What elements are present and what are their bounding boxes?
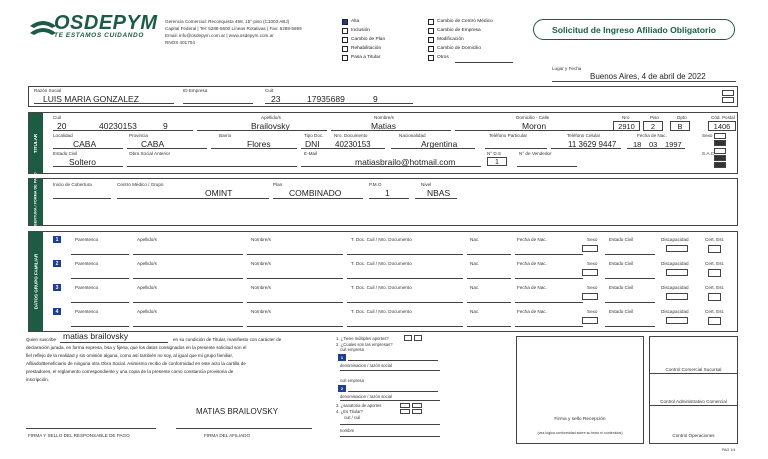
cuil-number[interactable]: 40230153	[99, 121, 137, 131]
familia-field[interactable]	[347, 278, 463, 279]
brand-tagline: TE ESTAMOS CUIDANDO	[54, 32, 145, 39]
familia-row	[45, 308, 735, 330]
discapacidad-checkbox[interactable]	[666, 269, 688, 276]
cobertura-side-label: COBERTURA / FORMA DE PAGO	[29, 179, 43, 225]
piso-value[interactable]: 2	[643, 121, 663, 131]
sac-box-b[interactable]	[714, 155, 726, 161]
sac-label: S.A.C	[702, 151, 714, 156]
header-phones: Capital Federal | Tel: 5288-5600 Líneas Rotativas | Fax: 5288-5699	[165, 26, 302, 31]
fnac-month[interactable]: 03	[649, 140, 658, 149]
option-label: Cambio de Plan	[351, 37, 386, 42]
cert-est-label: Cert. Est.	[705, 261, 725, 266]
familia-field[interactable]	[515, 254, 583, 255]
familia-field[interactable]	[605, 302, 655, 303]
option-label: Pasa a Titular	[351, 55, 381, 60]
declaracion-line5: prestadores, el reglamento correspondiente y una copia de la presente como constancia provisoria de	[26, 369, 234, 374]
familia-row	[45, 260, 735, 282]
localidad-value[interactable]: CABA	[73, 139, 97, 149]
familia-field[interactable]	[467, 278, 511, 279]
sac-box-c[interactable]	[714, 162, 726, 168]
provincia-label: Provincia	[129, 133, 148, 138]
aportes-nombre: nombre	[340, 428, 355, 433]
apellido-label: Apellido/s	[137, 237, 157, 242]
nombre-label: Nombre/s	[374, 115, 394, 120]
control-comercial-sucursal: Control Comercial Sucursal	[665, 367, 722, 372]
parentesco-label: Parentesco	[75, 237, 99, 242]
request-type-options-2	[428, 17, 493, 62]
cuit-prefix[interactable]: 23	[271, 94, 281, 104]
recepcion-box	[516, 336, 644, 444]
discapacidad-checkbox[interactable]	[666, 293, 688, 300]
documento-label: T. Doc. Cuil / Nro. Documento	[351, 309, 412, 314]
request-type-option[interactable]	[428, 35, 493, 44]
familia-field[interactable]	[71, 326, 129, 327]
familia-field[interactable]	[247, 302, 343, 303]
cert-est-checkbox[interactable]	[708, 317, 721, 325]
aportes-q1-si[interactable]	[404, 335, 412, 341]
aportes-cuit-2[interactable]	[348, 391, 438, 392]
familia-row	[45, 284, 735, 306]
cuit-label: Cuit	[265, 88, 274, 93]
option-label: Inclusión	[351, 28, 370, 33]
request-type-option[interactable]	[428, 26, 493, 35]
documento-label: T. Doc. Cuil / Nro. Documento	[351, 285, 412, 290]
cert-est-checkbox[interactable]	[708, 245, 721, 253]
cp-value[interactable]: 1406	[708, 121, 736, 131]
request-type-option[interactable]	[342, 17, 385, 26]
estado-civil-value[interactable]: Soltero	[69, 157, 96, 167]
request-type-option[interactable]	[342, 44, 385, 53]
checkbox-icon[interactable]	[342, 37, 348, 43]
page-number: PAG 1/4	[722, 448, 736, 452]
discapacidad-label: Discapacidad	[661, 309, 689, 314]
dpto-value[interactable]: B	[670, 121, 690, 131]
familia-field[interactable]	[247, 278, 343, 279]
cuit-check[interactable]: 9	[373, 94, 378, 104]
declaracion-prefix: Quien suscribe	[26, 337, 57, 342]
inicio-cobertura-label: Inicio de Cobertura	[53, 182, 92, 187]
nacionalidad-label: Nacionalidad	[399, 133, 426, 138]
apellido-label: Apellido/s	[137, 285, 157, 290]
familia-section	[28, 231, 738, 332]
dpto-label: Dpto	[677, 115, 687, 120]
aportes-q1-no[interactable]	[414, 335, 422, 341]
sexo-checkbox[interactable]	[582, 293, 598, 300]
nacionalidad-label: Nac.	[470, 285, 480, 290]
aportes-q4-si[interactable]	[400, 409, 410, 414]
familia-field[interactable]	[467, 254, 511, 255]
familia-field[interactable]	[71, 278, 129, 279]
nombre-label: Nombre/s	[251, 237, 271, 242]
familia-field[interactable]	[347, 254, 463, 255]
aportes-q4-no[interactable]	[412, 409, 422, 414]
option-label: Rehabilitación	[351, 46, 382, 51]
option-label: Otros	[437, 55, 449, 60]
request-type-option[interactable]	[342, 35, 385, 44]
nro-doc-value[interactable]: 40230153	[335, 140, 371, 149]
razon-social-label: Razón Social	[34, 88, 62, 93]
tipo-doc-value[interactable]: DNI	[305, 139, 320, 149]
nacionalidad-value[interactable]: Argentina	[421, 139, 458, 149]
sexo-box-a[interactable]	[714, 133, 726, 139]
obra-social-label: Obra Social Anterior	[129, 151, 171, 156]
control-operaciones: Control Operaciones	[672, 433, 715, 438]
familia-field[interactable]	[247, 254, 343, 255]
osdepym-logo	[28, 12, 158, 44]
checkbox-icon[interactable]	[428, 46, 434, 52]
pmo-value[interactable]: 1	[385, 188, 390, 198]
estado-civil-label: Estado Civil	[609, 285, 634, 290]
sexo-label: Sexo	[587, 309, 598, 314]
checkbox-icon[interactable]	[428, 19, 434, 25]
cuil-prefix[interactable]: 20	[57, 121, 67, 131]
firma-responsable-label: FIRMA Y SELLO DEL RESPONSABLE DE PAGO	[28, 433, 130, 438]
fecha-nac-label: Fecha de Nac.	[517, 309, 547, 314]
familia-field[interactable]	[133, 326, 243, 327]
control-box	[649, 336, 738, 444]
cert-est-label: Cert. Est.	[705, 285, 725, 290]
header-email: Email: info@osdepym.com.ar | www.osdepym.com.ar	[165, 33, 274, 38]
familia-field[interactable]	[605, 326, 655, 327]
form-title: Solicitud de Ingreso Afiliado Obligatorio	[533, 19, 735, 40]
request-type-option[interactable]	[342, 53, 385, 62]
cobertura-section	[28, 172, 738, 232]
otros-line	[455, 62, 513, 63]
firma-afiliado-label: FIRMA DEL AFILIADO	[204, 433, 251, 438]
nombre-value[interactable]: Matias	[371, 121, 397, 131]
request-type-option[interactable]	[428, 53, 493, 62]
aportes-cuit-empresa-2: cuit empresa	[340, 378, 364, 383]
fecha-nac-label: Fecha de Nac.	[517, 261, 547, 266]
titular-side-label: TITULAR	[29, 113, 43, 173]
cuit-number[interactable]: 17935689	[307, 94, 345, 104]
centro-medico-value[interactable]: OMINT	[205, 188, 233, 198]
request-type-option[interactable]	[428, 17, 493, 26]
aportes-q3-no[interactable]	[412, 403, 422, 408]
tel-label: Teléfono Particular	[489, 133, 528, 138]
control-administrativo: Control Administrativo Comercial	[660, 399, 727, 404]
nivel-label: Nivel	[421, 182, 432, 187]
recepcion-firma-label: Firma y sello Recepción	[554, 417, 606, 422]
apellido-label: Apellido/s	[137, 261, 157, 266]
nds-value[interactable]: 1	[487, 157, 507, 166]
familia-field[interactable]	[515, 326, 583, 327]
familia-field[interactable]	[515, 278, 583, 279]
familia-field[interactable]	[133, 302, 243, 303]
sexo-label: Sexo	[587, 285, 598, 290]
cuil-label: Cuil	[53, 115, 61, 120]
checkbox-icon[interactable]	[342, 28, 348, 34]
familia-row	[45, 236, 735, 258]
apellido-label: Apellido/s	[137, 309, 157, 314]
aportes-denominacion-field-1[interactable]	[340, 370, 440, 371]
cel-label: Teléfono Celular	[567, 133, 601, 138]
familia-row-number: 4	[53, 308, 61, 315]
nacionalidad-label: Nac.	[470, 261, 480, 266]
apellido-value[interactable]: Brailovsky	[251, 121, 290, 131]
aportes-denominacion-field-2[interactable]	[340, 400, 440, 401]
option-label: Cambio de Domicilio	[437, 46, 481, 51]
familia-field[interactable]	[515, 302, 583, 303]
parentesco-label: Parentesco	[75, 309, 99, 314]
nacionalidad-label: Nac.	[470, 237, 480, 242]
checkbox-icon[interactable]	[342, 19, 348, 25]
discapacidad-label: Discapacidad	[661, 237, 689, 242]
aportes-q4: 4. ¿Es Titular?	[336, 409, 363, 414]
apellido-label: Apellido/s	[261, 115, 281, 120]
sexo-checkbox[interactable]	[582, 317, 598, 324]
checkbox-icon[interactable]	[428, 28, 434, 34]
aportes-cuit-cuil-field[interactable]	[340, 424, 440, 425]
familia-field[interactable]	[347, 326, 463, 327]
option-label: Cambio de Empresa	[437, 28, 481, 33]
familia-field[interactable]	[347, 302, 463, 303]
id-empresa-label: ID Empresa	[183, 88, 208, 93]
sexo-label: Sexo	[587, 237, 598, 242]
option-label: Alta	[351, 19, 360, 24]
checkbox-icon[interactable]	[342, 55, 348, 61]
domicilio-value[interactable]: Moron	[522, 121, 547, 131]
discapacidad-label: Discapacidad	[661, 285, 689, 290]
sexo-checkbox[interactable]	[582, 269, 598, 276]
centro-medico-label: Centro Médico / Grupo	[117, 182, 164, 187]
empresa-box-b[interactable]	[722, 97, 734, 103]
vendedor-label: N° de Vendedor	[519, 151, 552, 156]
declaracion-line2: declaración jurada, en forma expresa, bsa y fijena, que los datos consignados en la presente solicitud son el	[26, 345, 247, 350]
request-type-option[interactable]	[428, 44, 493, 53]
documento-label: T. Doc. Cuil / Nro. Documento	[351, 237, 412, 242]
checkbox-icon[interactable]	[428, 37, 434, 43]
familia-field[interactable]	[605, 278, 655, 279]
cel-value[interactable]: 11 3629 9447	[568, 140, 617, 149]
option-label: Cambio de Centro Médico	[437, 19, 493, 24]
barrio-value[interactable]: Flores	[247, 139, 271, 149]
piso-label: Piso	[650, 115, 659, 120]
familia-field[interactable]	[467, 302, 511, 303]
aportes-denominacion-1: denominacion / razón social	[340, 363, 392, 368]
aportes-nombre-field[interactable]	[340, 436, 440, 437]
aportes-cuit-empresa-1: cuit empresa	[340, 347, 364, 352]
sexo-box-b[interactable]	[714, 140, 726, 146]
cert-est-label: Cert. Est.	[705, 309, 725, 314]
afiliado-signature[interactable]: MATIAS BRAILOVSKY	[196, 407, 279, 416]
estado-civil-label: Estado Civil	[609, 261, 634, 266]
familia-row-number: 1	[53, 236, 61, 243]
header-address: Gerencia Comercial: Reconquista 458, 15° piso (C1003 ABJ)	[165, 19, 290, 24]
tel-field[interactable]	[485, 148, 547, 149]
checkbox-icon[interactable]	[342, 46, 348, 52]
estado-civil-label: Estado Civil	[53, 151, 78, 156]
parentesco-label: Parentesco	[75, 285, 99, 290]
cuil-check[interactable]: 9	[163, 121, 168, 131]
fecha-nac-label: Fecha de Nac.	[517, 285, 547, 290]
familia-field[interactable]	[71, 254, 129, 255]
discapacidad-checkbox[interactable]	[666, 317, 688, 324]
obra-social-field[interactable]	[127, 166, 297, 167]
plan-value[interactable]: COMBINADO	[289, 188, 342, 198]
aportes-denominacion-2: denominacion / razón social	[340, 394, 392, 399]
nds-label: N° D.S	[487, 151, 502, 156]
aportes-num-2: 2	[338, 385, 346, 392]
cp-label: Cód. Postal	[711, 115, 735, 120]
aportes-q2: 2. ¿Cuales son las empresas?	[336, 342, 393, 347]
aportes-num-1: 1	[338, 354, 346, 361]
sexo-label: Sexo	[702, 133, 713, 138]
nombre-label: Nombre/s	[251, 309, 271, 314]
familia-field[interactable]	[71, 302, 129, 303]
razon-social-value[interactable]: LUIS MARIA GONZALEZ	[43, 94, 139, 104]
tipo-doc-label: Tipo Doc.	[304, 133, 324, 138]
id-empresa-field[interactable]	[183, 103, 253, 104]
brand-name: OSDEPYM	[54, 12, 158, 34]
place-date-value[interactable]: Buenos Aires, 4 de abril de 2022	[590, 72, 706, 81]
email-value[interactable]: matiasbrailo@hotmail.com	[355, 157, 456, 167]
aportes-q3-si[interactable]	[400, 403, 410, 408]
nombre-label: Nombre/s	[251, 285, 271, 290]
nro-doc-label: Nro. Documento	[334, 133, 368, 138]
pmo-label: P.M.O	[369, 182, 382, 187]
estado-civil-label: Estado Civil	[609, 237, 634, 242]
sexo-checkbox[interactable]	[582, 245, 598, 252]
nivel-value[interactable]: NBAS	[427, 188, 451, 198]
empresa-section	[28, 86, 738, 107]
cert-est-checkbox[interactable]	[708, 293, 721, 301]
option-label: Modificación	[437, 37, 464, 42]
parentesco-label: Parentesco	[75, 261, 99, 266]
familia-field[interactable]	[467, 326, 511, 327]
header-rnos: RNOS 401704	[165, 40, 195, 45]
place-date-label: Lugar y Fecha	[552, 66, 582, 71]
familia-field[interactable]	[247, 326, 343, 327]
declaracion-line3: fiel reflejo de la realidad y sin omisión alguna, como así también no soy, al igual que mi grupo familiar,	[26, 353, 233, 358]
familia-field[interactable]	[133, 254, 243, 255]
fecha-nac-label: Fecha de Nac.	[517, 237, 547, 242]
titular-section	[28, 112, 738, 174]
email-label: E-Mail	[304, 151, 318, 156]
provincia-value[interactable]: CABA	[141, 139, 165, 149]
aportes-cuit-1[interactable]	[348, 360, 438, 361]
plan-label: Plan	[273, 182, 283, 187]
nacionalidad-label: Nac.	[470, 309, 480, 314]
empresa-box-a[interactable]	[722, 90, 734, 96]
declarante-name[interactable]: matias brailovsky	[63, 331, 129, 341]
barrio-label: Barrio	[219, 133, 232, 138]
localidad-label: Localidad	[53, 133, 73, 138]
discapacidad-checkbox[interactable]	[666, 245, 688, 252]
declaracion-line1: en su condición de Titular, manifiesto con carácter de	[173, 337, 282, 342]
sac-box-a[interactable]	[714, 148, 726, 154]
aportes-q1: 1. ¿Tiene múltiples aportes?	[336, 336, 389, 341]
familia-field[interactable]	[133, 278, 243, 279]
nombre-label: Nombre/s	[251, 261, 271, 266]
familia-side-label: DATOS GRUPO FAMILIAR	[29, 232, 43, 331]
request-type-options-1	[342, 17, 385, 62]
recepcion-nota: (vea lógica conformidad sobre su texto ni contenidos)	[537, 431, 623, 435]
aportes-cuit-cuil: cuit / cuil	[344, 415, 361, 420]
estado-civil-label: Estado Civil	[609, 309, 634, 314]
documento-label: T. Doc. Cuil / Nro. Documento	[351, 261, 412, 266]
cert-est-checkbox[interactable]	[708, 269, 721, 277]
declaracion-line6: inscripción.	[26, 377, 49, 382]
discapacidad-label: Discapacidad	[661, 261, 689, 266]
domicilio-label: Domicilio - Calle	[516, 115, 550, 120]
fnac-label: Fecha de Nac.	[637, 133, 667, 138]
declaracion-line4: Afiliado/Beneficiario de ninguna otra Obra Social. Asimismo recibo de conformidad en este acto la cartilla de	[26, 361, 246, 366]
inicio-cobertura-field[interactable]	[53, 198, 111, 199]
sexo-label: Sexo	[587, 261, 598, 266]
cert-est-label: Cert. Est.	[705, 237, 725, 242]
aportes-block	[336, 334, 511, 444]
familia-field[interactable]	[605, 254, 655, 255]
request-type-option[interactable]	[342, 26, 385, 35]
aportes-q3: 3. ¿sanatoria de aportes	[336, 403, 382, 408]
vendedor-field[interactable]	[517, 166, 577, 167]
familia-row-number: 2	[53, 260, 61, 267]
nro-label: Nro	[622, 115, 630, 120]
fnac-day[interactable]: 18	[633, 140, 642, 149]
fnac-year[interactable]: 1997	[665, 140, 682, 149]
familia-row-number: 3	[53, 284, 61, 291]
nro-value[interactable]: 2910	[613, 121, 640, 131]
checkbox-icon[interactable]	[428, 55, 434, 61]
